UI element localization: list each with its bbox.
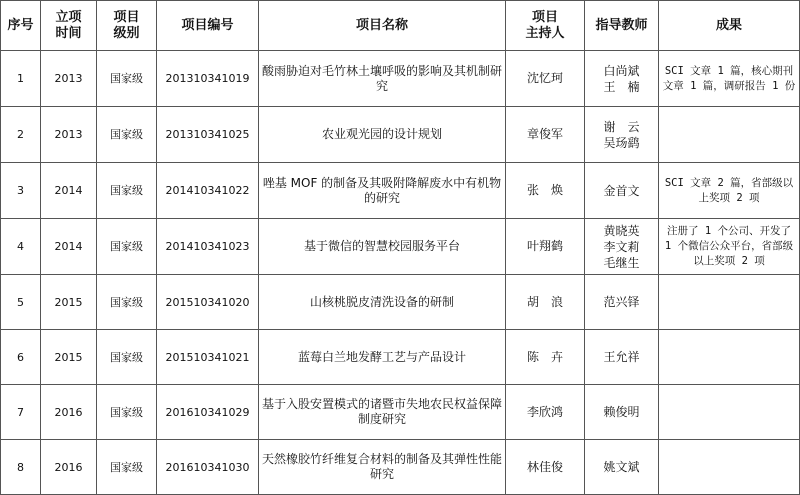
cell-teacher xyxy=(585,163,659,219)
cell-level: 国家级 xyxy=(97,330,157,385)
header-code: 项目编号 xyxy=(157,1,259,51)
header-year-line1: 立项 xyxy=(55,9,82,25)
cell-project-name: 蓝莓白兰地发酵工艺与产品设计 xyxy=(259,330,506,385)
cell-result xyxy=(659,330,800,385)
cell-no: 8 xyxy=(1,440,41,495)
teacher-name: 谢 云 xyxy=(603,119,640,134)
cell-project-name: 天然橡胶竹纤维复合材料的制备及其弹性性能研究 xyxy=(259,440,506,495)
cell-year: 2016 xyxy=(41,440,97,495)
cell-result xyxy=(659,275,800,330)
header-teacher: 指导教师 xyxy=(585,1,659,51)
cell-year: 2014 xyxy=(41,163,97,219)
cell-no: 6 xyxy=(1,330,41,385)
header-row xyxy=(1,1,800,51)
cell-year: 2013 xyxy=(41,107,97,163)
teacher-name: 王 楠 xyxy=(603,79,640,94)
table-row xyxy=(1,275,800,330)
teacher-name: 金首文 xyxy=(603,183,640,198)
cell-code: 201310341019 xyxy=(157,51,259,107)
cell-teacher xyxy=(585,330,659,385)
cell-level: 国家级 xyxy=(97,440,157,495)
cell-year: 2013 xyxy=(41,51,97,107)
cell-no: 3 xyxy=(1,163,41,219)
cell-project-name: 唑基 MOF 的制备及其吸附降解废水中有机物的研究 xyxy=(259,163,506,219)
header-host-line2: 主持人 xyxy=(525,25,565,41)
cell-teacher xyxy=(585,219,659,275)
cell-year: 2015 xyxy=(41,330,97,385)
cell-no: 7 xyxy=(1,385,41,440)
cell-project-name: 酸雨胁迫对毛竹林土壤呼吸的影响及其机制研究 xyxy=(259,51,506,107)
cell-code: 201410341023 xyxy=(157,219,259,275)
cell-code: 201310341025 xyxy=(157,107,259,163)
cell-code: 201610341030 xyxy=(157,440,259,495)
cell-host: 叶翔鹤 xyxy=(506,219,585,275)
cell-level: 国家级 xyxy=(97,219,157,275)
header-level xyxy=(97,1,157,51)
header-host xyxy=(506,1,585,51)
cell-teacher xyxy=(585,385,659,440)
cell-project-name: 山核桃脱皮清洗设备的研制 xyxy=(259,275,506,330)
teacher-name: 毛继生 xyxy=(603,255,640,270)
teacher-name: 范兴铎 xyxy=(603,295,640,309)
cell-code: 201510341020 xyxy=(157,275,259,330)
cell-result xyxy=(659,440,800,495)
header-result: 成果 xyxy=(659,1,800,51)
header-level-line2: 级别 xyxy=(113,25,140,41)
teacher-name: 姚文斌 xyxy=(603,460,640,474)
cell-code: 201510341021 xyxy=(157,330,259,385)
cell-teacher xyxy=(585,107,659,163)
table-row xyxy=(1,330,800,385)
cell-year: 2015 xyxy=(41,275,97,330)
header-year xyxy=(41,1,97,51)
cell-teacher xyxy=(585,440,659,495)
table-row xyxy=(1,440,800,495)
cell-code: 201410341022 xyxy=(157,163,259,219)
cell-teacher xyxy=(585,275,659,330)
teacher-name: 白尚斌 xyxy=(603,63,640,78)
cell-result: SCI 文章 2 篇，省部级以上奖项 2 项 xyxy=(659,163,800,219)
teacher-name: 吴玚鹞 xyxy=(603,135,640,150)
cell-level: 国家级 xyxy=(97,163,157,219)
teacher-name: 黄晓英 xyxy=(603,223,640,238)
header-no: 序号 xyxy=(1,1,41,51)
cell-project-name: 基于微信的智慧校园服务平台 xyxy=(259,219,506,275)
cell-host: 李欣鸿 xyxy=(506,385,585,440)
teacher-name: 李文莉 xyxy=(603,239,640,254)
cell-year: 2016 xyxy=(41,385,97,440)
teacher-name: 王允祥 xyxy=(603,350,640,364)
cell-result: 注册了 1 个公司、开发了 1 个微信公众平台，省部级以上奖项 2 项 xyxy=(659,219,800,275)
cell-host: 陈 卉 xyxy=(506,330,585,385)
cell-host: 章俊军 xyxy=(506,107,585,163)
header-level-line1: 项目 xyxy=(113,9,140,25)
cell-host: 张 焕 xyxy=(506,163,585,219)
cell-no: 1 xyxy=(1,51,41,107)
cell-no: 4 xyxy=(1,219,41,275)
cell-no: 5 xyxy=(1,275,41,330)
cell-code: 201610341029 xyxy=(157,385,259,440)
cell-no: 2 xyxy=(1,107,41,163)
header-name: 项目名称 xyxy=(259,1,506,51)
cell-year: 2014 xyxy=(41,219,97,275)
table-row xyxy=(1,163,800,219)
cell-result xyxy=(659,107,800,163)
header-year-line2: 时间 xyxy=(55,25,82,41)
cell-level: 国家级 xyxy=(97,385,157,440)
cell-host: 林佳俊 xyxy=(506,440,585,495)
cell-project-name: 农业观光园的设计规划 xyxy=(259,107,506,163)
cell-result xyxy=(659,385,800,440)
cell-host: 沈忆珂 xyxy=(506,51,585,107)
cell-host: 胡 浪 xyxy=(506,275,585,330)
table-row xyxy=(1,219,800,275)
table-row xyxy=(1,107,800,163)
cell-result: SCI 文章 1 篇，核心期刊文章 1 篇，调研报告 1 份 xyxy=(659,51,800,107)
cell-teacher xyxy=(585,51,659,107)
table-row xyxy=(1,51,800,107)
cell-level: 国家级 xyxy=(97,51,157,107)
cell-project-name: 基于入股安置模式的诸暨市失地农民权益保障制度研究 xyxy=(259,385,506,440)
cell-level: 国家级 xyxy=(97,275,157,330)
cell-level: 国家级 xyxy=(97,107,157,163)
teacher-name: 赖俊明 xyxy=(603,405,640,419)
header-host-line1: 项目 xyxy=(531,9,558,25)
table-row xyxy=(1,385,800,440)
